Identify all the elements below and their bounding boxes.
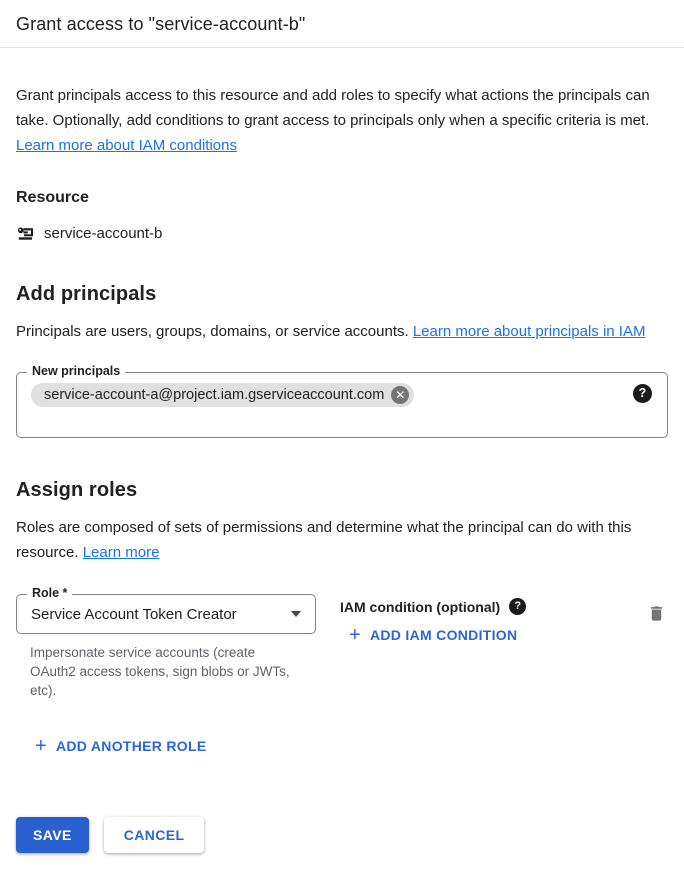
cancel-button[interactable]: CANCEL	[104, 817, 205, 853]
assign-roles-heading: Assign roles	[16, 479, 138, 501]
resource-row	[16, 224, 668, 243]
roles-text: Roles are composed of sets of permissions and determine what the principal can do with this resource.	[16, 519, 632, 561]
principals-learn-more-link[interactable]: Learn more about principals in IAM	[412, 323, 646, 340]
role-selected-value: Service Account Token Creator	[31, 605, 237, 623]
dialog-title: Grant access to "service-account-b"	[16, 14, 306, 34]
condition-label: IAM condition (optional)	[340, 598, 501, 615]
dialog-actions	[16, 817, 668, 853]
help-icon[interactable]: ?	[633, 384, 652, 403]
principal-chip-value: service-account-a@project.iam.gserviceaccount.com	[44, 387, 385, 403]
add-principals-heading: Add principals	[16, 283, 157, 305]
intro-paragraph	[16, 83, 668, 158]
add-another-role-button[interactable]	[35, 735, 207, 757]
new-principals-input[interactable]	[16, 364, 668, 438]
save-button[interactable]: SAVE	[16, 817, 89, 853]
title-divider	[0, 47, 684, 48]
principal-chip	[31, 383, 414, 407]
role-binding-row	[16, 586, 668, 700]
add-iam-condition-label: ADD IAM CONDITION	[369, 627, 518, 643]
service-account-icon	[16, 224, 35, 243]
role-column	[16, 586, 316, 700]
dropdown-arrow-icon	[291, 611, 301, 617]
new-principals-label: New principals	[27, 364, 125, 378]
iam-conditions-link[interactable]: Learn more about IAM conditions	[16, 137, 237, 154]
roles-paragraph	[16, 515, 668, 565]
roles-learn-more-link[interactable]: Learn more	[82, 544, 160, 561]
role-helper-text: Impersonate service accounts (create OAuth2 access tokens, sign blobs or JWTs, etc).	[30, 645, 290, 698]
plus-icon: +	[349, 624, 361, 646]
add-another-role-label: ADD ANOTHER ROLE	[55, 738, 207, 754]
delete-role-button[interactable]	[645, 602, 668, 628]
resource-name: service-account-b	[44, 225, 163, 242]
close-icon[interactable]: ✕	[391, 386, 409, 404]
role-label: Role *	[27, 586, 72, 600]
principals-text: Principals are users, groups, domains, or service accounts.	[16, 323, 413, 340]
resource-heading: Resource	[16, 189, 89, 206]
condition-column	[340, 594, 645, 646]
plus-icon: +	[35, 735, 47, 757]
condition-help-icon[interactable]: ?	[509, 598, 526, 615]
add-iam-condition-button[interactable]	[349, 624, 518, 646]
trash-icon	[647, 611, 666, 626]
condition-label-row	[340, 598, 645, 615]
role-select[interactable]	[16, 586, 316, 634]
principals-paragraph	[16, 319, 668, 344]
intro-text: Grant principals access to this resource and add roles to specify what actions the principals can take. Optionally, add conditions to grant access to principals only when a specific criteria is met.	[16, 87, 650, 129]
